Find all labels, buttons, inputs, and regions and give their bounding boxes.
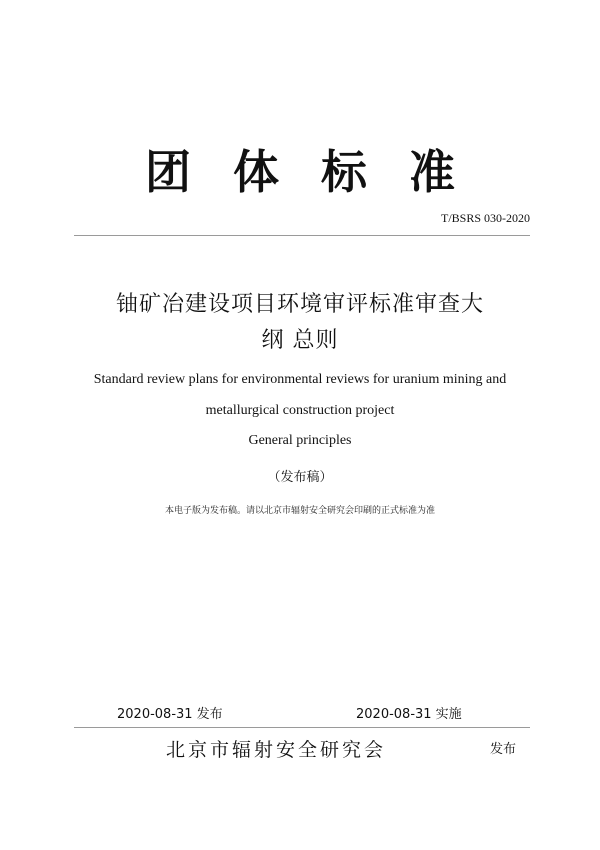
issue-date: 2020-08-31 发布 xyxy=(117,707,223,722)
english-title-line-3: General principles xyxy=(248,433,352,448)
footer-divider xyxy=(74,727,530,728)
chinese-title-line-1: 铀矿冶建设项目环境审评标准审查大 xyxy=(115,292,484,317)
draft-status-label: （发布稿） xyxy=(267,470,333,485)
standard-number: T/BSRS 030-2020 xyxy=(440,211,530,225)
chinese-title-line-2: 纲 总则 xyxy=(261,328,339,353)
draft-note: 本电子版为发布稿。请以北京市辐射安全研究会印刷的正式标准为准 xyxy=(164,506,435,516)
issuer-suffix: 发布 xyxy=(490,742,517,757)
implementation-date: 2020-08-31 实施 xyxy=(356,707,462,722)
header-divider xyxy=(74,235,530,236)
english-title-line-1: Standard review plans for environmental reviews for uranium mining and xyxy=(93,372,507,387)
issuing-organization: 北京市辐射安全研究会 xyxy=(166,739,387,761)
document-category-title: 团体标准 xyxy=(145,145,497,199)
english-title-line-2: metallurgical construction project xyxy=(205,403,395,418)
